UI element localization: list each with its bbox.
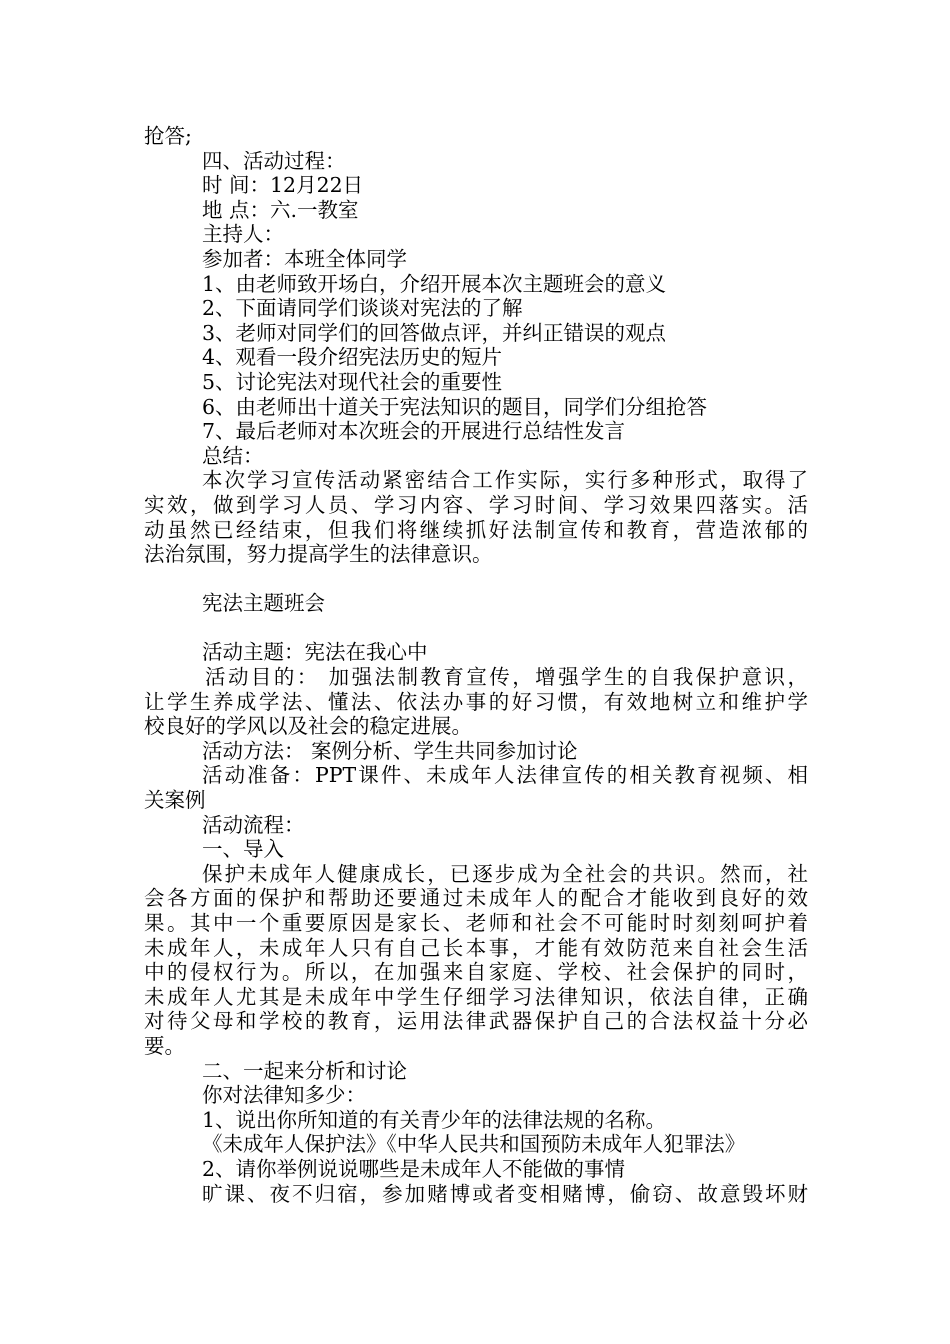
process-heading: 四、活动过程：: [202, 148, 346, 173]
process-step: 1、由老师致开场白，介绍开展本次主题班会的意义: [202, 271, 667, 296]
activity-method: 活动方法： 案例分析、学生共同参加讨论: [202, 738, 578, 763]
intro-line: 对待父母和学校的教育，运用法律武器保护自己的合法权益十分必: [144, 1009, 808, 1034]
intro-line: 会各方面的保护和帮助还要通过未成年人的配合才能收到良好的效: [144, 886, 808, 911]
intro-line: 中的侵权行为。所以，在加强来自家庭、学校、社会保护的同时，: [144, 960, 808, 985]
intro-line: 要。: [144, 1033, 185, 1058]
text-line: 抢答;: [144, 124, 192, 148]
question-1: 1、说出你所知道的有关青少年的法律法规的名称。: [202, 1107, 667, 1132]
process-place: 地 点：六.一教室: [202, 197, 359, 222]
process-time: 时 间：12月22日: [202, 173, 364, 198]
activity-purpose-line: 让学生养成学法、懂法、依法办事的好习惯，有效地树立和维护学: [144, 689, 808, 714]
activity-purpose-line: 校良好的学风以及社会的稳定进展。: [144, 714, 472, 739]
process-step: 2、下面请同学们谈谈对宪法的了解: [202, 296, 523, 321]
intro-line: 保护未成年人健康成长，已逐步成为全社会的共识。然而，社: [202, 861, 808, 886]
activity-flow: 活动流程：: [202, 812, 305, 837]
intro-line: 未成年人，未成年人只有自己长本事，才能有效防范来自社会生活: [144, 935, 808, 960]
activity-prep-line: 关案例: [144, 788, 206, 813]
know-heading: 你对法律知多少：: [202, 1083, 366, 1108]
discuss-heading: 二、一起来分析和讨论: [202, 1058, 407, 1083]
summary-line: 本次学习宣传活动紧密结合工作实际，实行多种形式，取得了: [202, 468, 808, 493]
summary-line: 法治氛围，努力提高学生的法律意识。: [144, 542, 493, 567]
activity-prep-line: 活动准备：PPT课件、未成年人法律宣传的相关教育视频、相: [202, 763, 808, 788]
summary-line: 动虽然已经结束，但我们将继续抓好法制宣传和教育，营造浓郁的: [144, 517, 808, 542]
process-step: 7、最后老师对本次班会的开展进行总结性发言: [202, 419, 626, 444]
process-participants: 参加者：本班全体同学: [202, 246, 407, 271]
summary-heading: 总结：: [202, 443, 264, 468]
process-step: 3、老师对同学们的回答做点评，并纠正错误的观点: [202, 320, 667, 345]
activity-purpose-line: 活动目的： 加强法制教育宣传，增强学生的自我保护意识，: [205, 665, 808, 690]
process-step: 5、讨论宪法对现代社会的重要性: [202, 369, 503, 394]
summary-line: 实效，做到学习人员、学习内容、学习时间、学习效果四落实。活: [144, 492, 808, 517]
process-host: 主持人：: [202, 222, 284, 247]
section-title: 宪法主题班会: [202, 591, 325, 616]
document-page: [144, 124, 808, 1206]
intro-heading: 一、导入: [202, 837, 284, 862]
answer-1: 《未成年人保护法》《中华人民共和国预防未成年人犯罪法》: [202, 1132, 746, 1157]
answer-2: 旷课、夜不归宿，参加赌博或者变相赌博，偷窃、故意毁坏财: [202, 1181, 808, 1206]
process-step: 4、观看一段介绍宪法历史的短片: [202, 345, 503, 370]
intro-line: 果。其中一个重要原因是家长、老师和社会不可能时时刻刻呵护着: [144, 911, 808, 935]
activity-theme: 活动主题：宪法在我心中: [202, 640, 428, 665]
process-step: 6、由老师出十道关于宪法知识的题目，同学们分组抢答: [202, 394, 708, 419]
question-2: 2、请你举例说说哪些是未成年人不能做的事情: [202, 1156, 626, 1181]
intro-line: 未成年人尤其是未成年中学生仔细学习法律知识，依法自律，正确: [144, 984, 808, 1009]
